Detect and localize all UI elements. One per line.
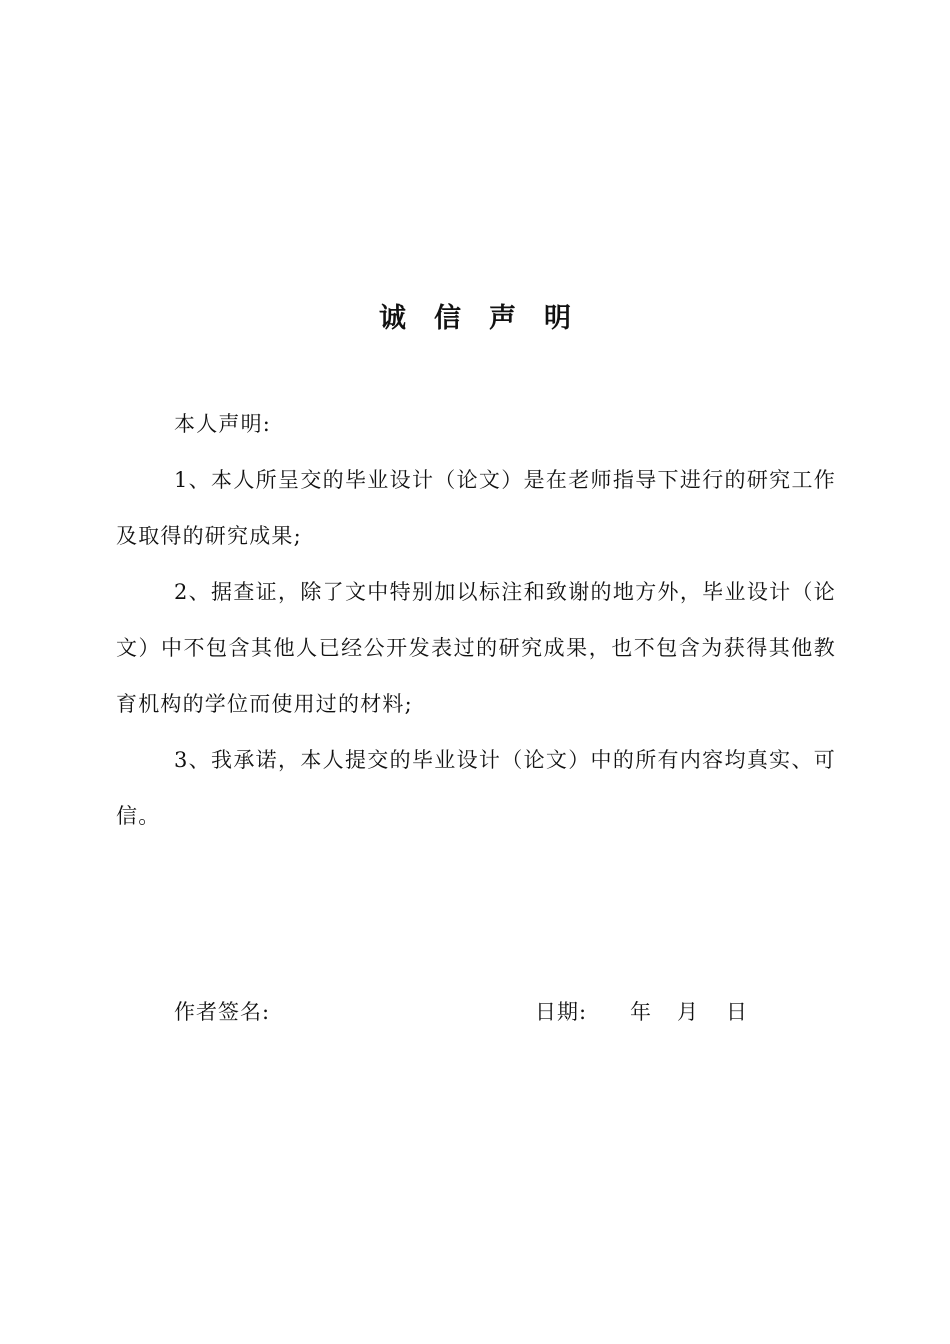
declaration-item: 2、据查证，除了文中特别加以标注和致谢的地方外，毕业设计（论文）中不包含其他人已经公开发表过的研究成果，也不包含为获得其他教育机构的学位而使用过的材料;	[116, 580, 836, 716]
page-title: 诚信声明	[379, 303, 599, 334]
declaration-item: 3、我承诺，本人提交的毕业设计（论文）中的所有内容均真实、可信。	[116, 748, 836, 828]
declaration-intro: 本人声明:	[174, 412, 272, 436]
signature-row	[174, 992, 794, 1032]
date-day-label: 日	[726, 1000, 748, 1024]
date-year-label: 年	[630, 1000, 652, 1024]
date-month-label: 月	[677, 1000, 699, 1024]
declaration-body	[116, 396, 836, 844]
author-signature-label: 作者签名:	[174, 1000, 271, 1024]
declaration-item: 1、本人所呈交的毕业设计（论文）是在老师指导下进行的研究工作及取得的研究成果;	[116, 468, 836, 548]
date-label: 日期:	[535, 1000, 588, 1024]
